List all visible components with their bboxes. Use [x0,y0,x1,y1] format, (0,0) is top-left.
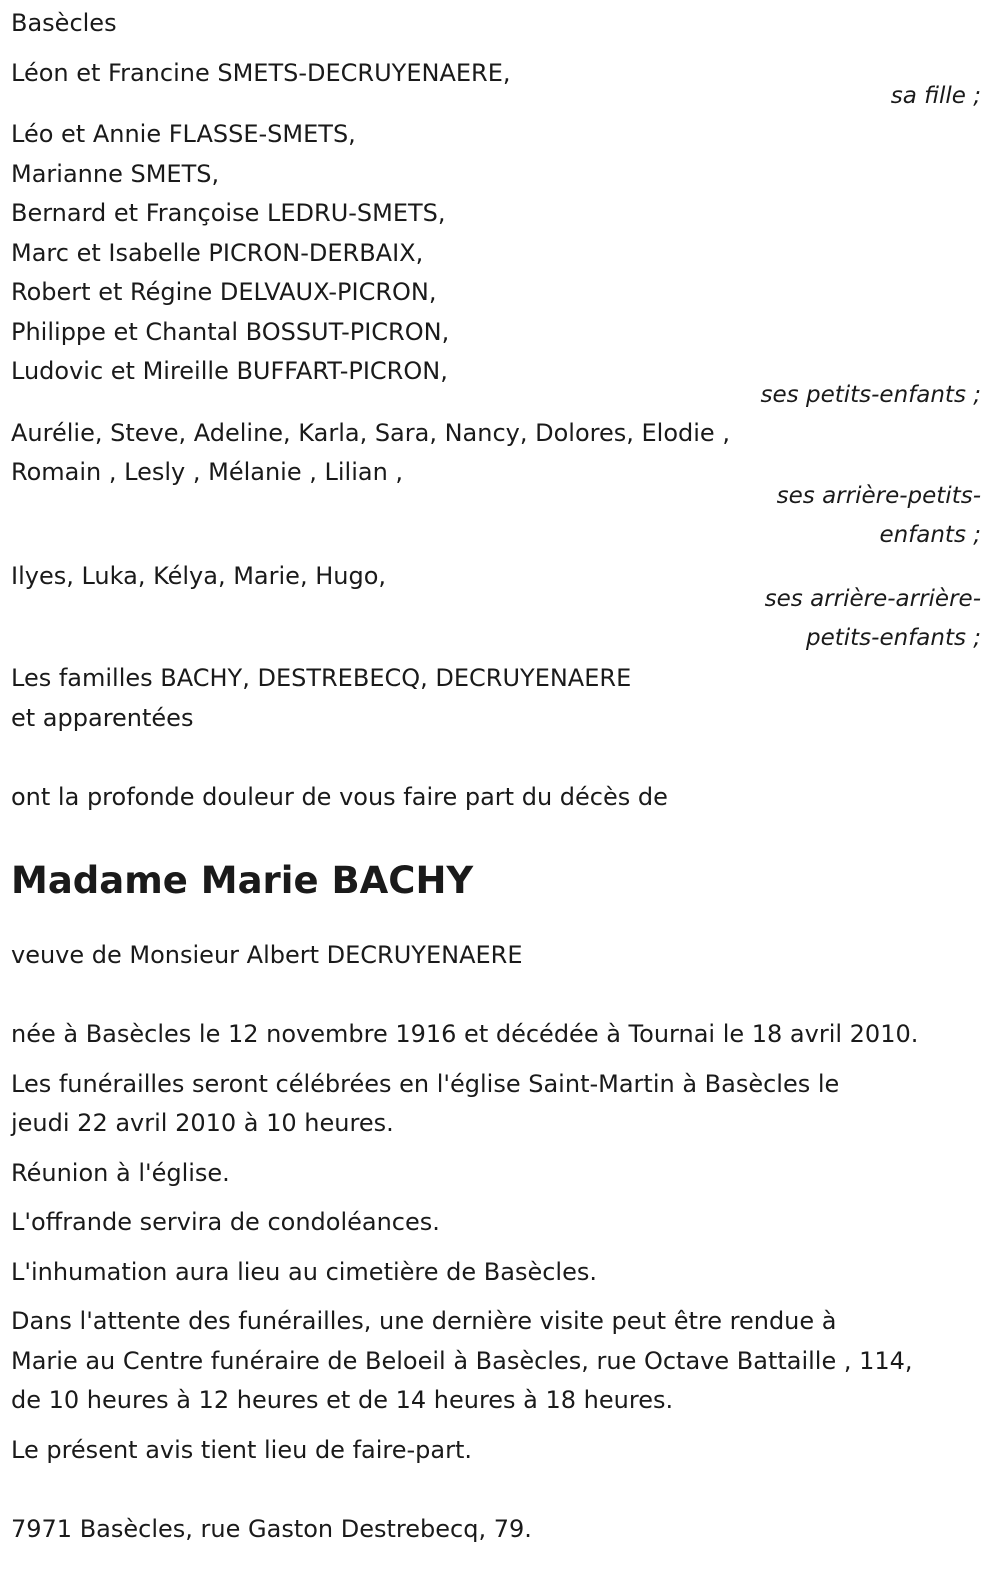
family-member: Ludovic et Mireille BUFFART-PICRON, [11,357,448,385]
relation-label-line2: petits-enfants ; [805,625,981,651]
funeral-line: jeudi 22 avril 2010 à 10 heures. [11,1109,394,1137]
great-grandchildren-block [11,414,981,555]
relation-label-line2: enfants ; [879,521,981,548]
family-member: Marc et Isabelle PICRON-DERBAIX, [11,238,424,267]
family-member: Philippe et Chantal BOSSUT-PICRON, [11,317,450,346]
widow-of-text: veuve de Monsieur Albert DECRUYENAERE [11,940,523,969]
daughter-block [11,54,981,117]
visit-paragraph [11,1302,981,1421]
address-text: 7971 Basècles, rue Gaston Destrebecq, 79. [11,1515,532,1543]
visit-line: Dans l'attente des funérailles, une dernière visite peut être rendue à [11,1307,837,1335]
offering-text: L'offrande servira de condoléances. [11,1208,440,1236]
visit-line: de 10 heures à 12 heures et de 14 heures à 18 heures. [11,1386,674,1414]
relation-label: sa fille ; [890,83,981,109]
funeral-line: Les funérailles seront célébrées en l'église Saint-Martin à Basècles le [11,1069,840,1098]
relation-label-line1: ses arrière-petits- [776,482,981,509]
announcement-text: ont la profonde douleur de vous faire part du décès de [11,783,668,811]
notice-statement: Le présent avis tient lieu de faire-part. [11,1435,473,1464]
birth-death-text: née à Basècles le 12 novembre 1916 et décédée à Tournai le 18 avril 2010. [11,1020,919,1048]
family-member: Ilyes, Luka, Kélya, Marie, Hugo, [11,561,386,590]
family-member: Aurélie, Steve, Adeline, Karla, Sara, Nancy, Dolores, Elodie , [11,418,730,447]
family-member: Robert et Régine DELVAUX-PICRON, [11,278,437,306]
deceased-name: Madame Marie BACHY [11,858,474,902]
families-line: et apparentées [11,703,194,732]
burial-text: L'inhumation aura lieu au cimetière de Basècles. [11,1257,597,1286]
family-member: Léon et Francine SMETS-DECRUYENAERE, [11,58,511,87]
obituary-notice [11,4,981,1550]
town-heading: Basècles [11,9,117,37]
great-great-grandchildren-block [11,557,981,659]
family-member: Romain , Lesly , Mélanie , Lilian , [11,458,404,486]
meeting-text: Réunion à l'église. [11,1158,230,1187]
relation-label: ses petits-enfants ; [760,381,981,408]
family-member: Marianne SMETS, [11,159,220,188]
family-member: Léo et Annie FLASSE-SMETS, [11,120,356,148]
grandchildren-block [11,115,981,415]
funeral-paragraph [11,1065,981,1144]
visit-line: Marie au Centre funéraire de Beloeil à Basècles, rue Octave Battaille , 114, [11,1346,913,1375]
family-member: Bernard et Françoise LEDRU-SMETS, [11,199,446,227]
relation-label-line1: ses arrière-arrière- [764,586,981,612]
families-line: Les familles BACHY, DESTREBECQ, DECRUYENAERE [11,664,632,692]
families-block [11,659,981,738]
